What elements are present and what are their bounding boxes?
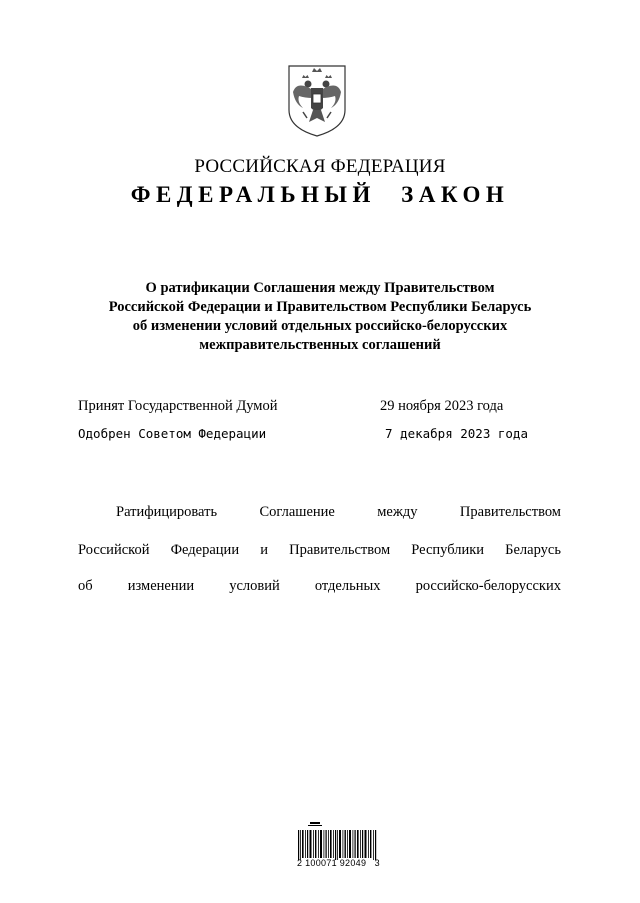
body-text-line <box>78 578 561 595</box>
law-title-line: О ратификации Соглашения между Правительством <box>145 280 495 296</box>
council-approval-label: Одобрен Советом Федерации <box>78 426 267 441</box>
body-word: об <box>78 578 93 594</box>
body-text-line <box>78 542 561 559</box>
body-word: Российской <box>78 542 150 558</box>
body-text-line <box>78 504 561 521</box>
law-title-line: Российской Федерации и Правительством Республики Беларусь <box>108 299 532 315</box>
council-approval-date: 7 декабря 2023 года <box>385 426 528 441</box>
body-word: Соглашение <box>259 504 335 520</box>
body-word: Республики <box>411 542 485 558</box>
body-word: изменении <box>127 578 195 594</box>
body-word: условий <box>229 578 280 594</box>
duma-adoption-label: Принят Государственной Думой <box>78 398 278 414</box>
body-word: отдельных <box>314 578 381 594</box>
barcode-icon <box>296 822 386 878</box>
body-word: Правительством <box>459 504 561 520</box>
body-word: российско-белорусских <box>415 578 561 594</box>
duma-adoption-date: 29 ноября 2023 года <box>380 398 504 414</box>
body-word: Ратифицировать <box>116 504 218 520</box>
law-title <box>60 279 580 355</box>
law-title-line: об изменении условий отдельных российско-белорусских <box>132 318 508 334</box>
state-name: РОССИЙСКАЯ ФЕДЕРАЦИЯ <box>194 156 446 177</box>
body-word: и <box>260 542 268 558</box>
body-word: Беларусь <box>505 542 561 558</box>
body-word: между <box>377 504 418 520</box>
body-word: Правительством <box>289 542 391 558</box>
body-word: Федерации <box>170 542 240 558</box>
barcode-number: 2 100071 92049 3 <box>297 858 380 868</box>
document-type: ФЕДЕРАЛЬНЫЙ ЗАКОН <box>130 182 510 207</box>
law-title-line: межправительственных соглашений <box>199 337 441 353</box>
coat-of-arms-icon <box>283 62 351 138</box>
